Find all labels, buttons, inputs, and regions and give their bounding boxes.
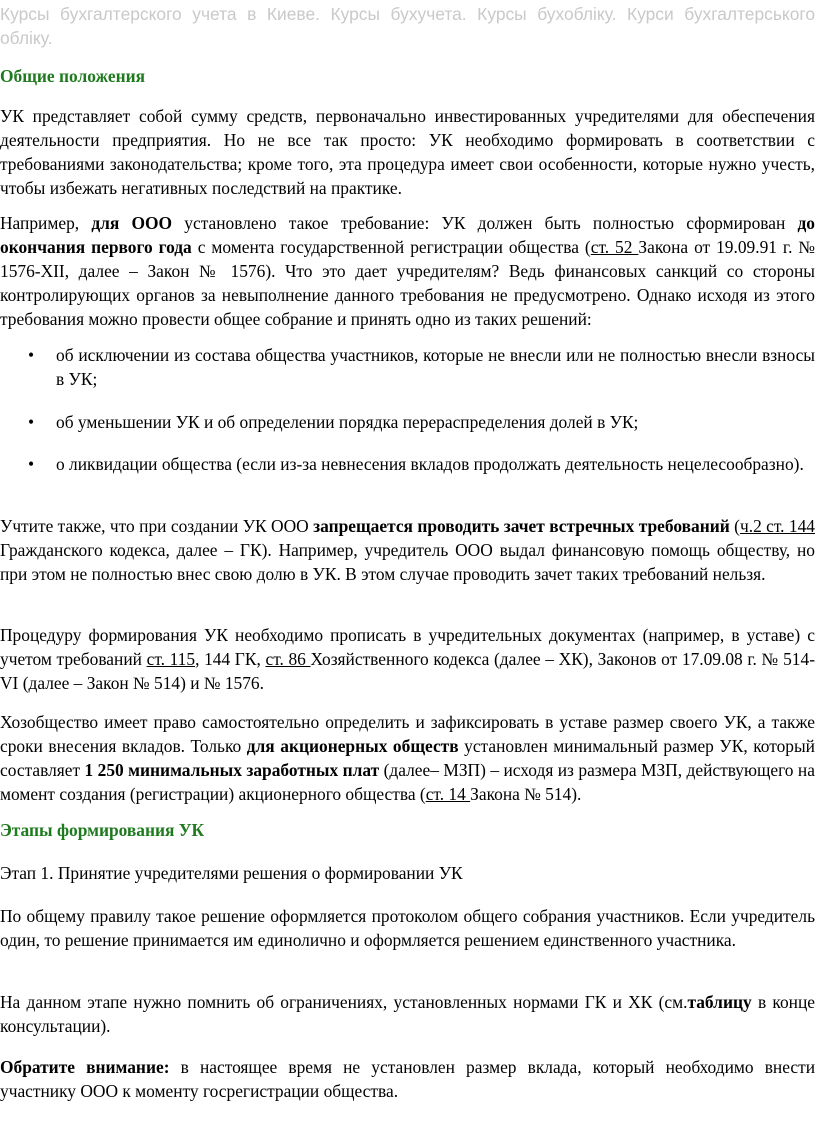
text-run: с момента государственной регистрации общества ( xyxy=(191,237,591,257)
text-run: ( xyxy=(729,516,740,536)
law-reference-link[interactable]: ст. 14 xyxy=(425,784,471,804)
section-heading-general: Общие положения xyxy=(0,66,146,86)
text-run: Хозобщество имеет право самостоятельно определить и зафиксировать в уставе размер своего УК, а также сроки внесения вкладов. Только xyxy=(0,712,815,756)
paragraph-offset-prohibition xyxy=(0,514,815,586)
stage-1-title: Этап 1. Принятие учредителями решения о формировании УК xyxy=(0,863,463,883)
text-run: Гражданского кодекса, далее – ГК). Например, учредитель ООО выдал финансовую помощь обществу, но при этом не полностью внес свою долю в УК. В этом случае проводить зачет таких требований нельзя. xyxy=(0,540,815,584)
list-item-text: об уменьшении УК и об определении порядка перераспределения долей в УК; xyxy=(56,412,639,432)
paragraph-capital-size xyxy=(0,710,815,806)
law-reference-link[interactable]: ч.2 ст. 144 xyxy=(739,516,816,536)
paragraph-intro: УК представляет собой сумму средств, первоначально инвестированных учредителями для обеспечения деятельности предприятия. Но не все так просто: УК необходимо формировать в соответствии с требованиями законодательства; кроме того, эта процедура имеет свои особенности, которые нужно учесть, чтобы избежать негативных последствий на практике. xyxy=(0,106,815,198)
text-run: Процедуру формирования УК необходимо прописать в учредительных документах (например, в уставе) с учетом требований xyxy=(0,625,815,669)
watermark-text: Курсы бухгалтерского учета в Киеве. Курсы бухучета. Курсы бухобліку. Курси бухгалтерського обліку. xyxy=(0,4,815,48)
text-run: установлен минимальный размер УК, который составляет xyxy=(0,736,815,780)
bold-run: Обратите внимание: xyxy=(0,1057,170,1077)
text-run: Например, xyxy=(0,213,92,233)
text-run: Учтите также, что при создании УК ООО xyxy=(0,516,314,536)
list-item-text: о ликвидации общества (если из-за невнесения вкладов продолжать деятельность нецелесообразно). xyxy=(56,454,804,474)
text-run: Закона от 19.09.91 г. № 1576-XII, далее – Закон № 1576). Что это дает учредителям? Ведь финансовых санкций со стороны контролирующих органов за невыполнение данного требования не предусмотрено. Однако исходя из этого требования можно провести общее собрание и принять одно из таких решений: xyxy=(0,237,815,329)
section-heading-stages: Этапы формирования УК xyxy=(0,820,205,840)
text-run: На данном этапе нужно помнить об ограничениях, установленных нормами ГК и ХК (см. xyxy=(0,992,688,1012)
bold-run: таблицу xyxy=(687,992,752,1012)
bold-run: 1 250 минимальных заработных плат xyxy=(84,760,380,780)
text-run: (далее– МЗП) – исходя из размера МЗП, действующего на момент создания (регистрации) акционерного общества ( xyxy=(0,760,815,804)
text-run: в конце консультации). xyxy=(0,992,816,1036)
paragraph-protocol: По общему правилу такое решение оформляется протоколом общего собрания участников. Если учредитель один, то решение принимается им единолично и оформляется решением единственного участника. xyxy=(0,906,815,950)
bold-run: для ООО xyxy=(91,213,173,233)
bold-run: для акционерных обществ xyxy=(246,736,459,756)
list-item-text: об исключении из состава общества участников, которые не внесли или не полностью внесли взносы в УК; xyxy=(56,345,815,389)
bold-run: запрещается проводить зачет встречных требований xyxy=(313,516,730,536)
paragraph-example-ooo xyxy=(0,211,815,331)
text-run: , 144 ГК, xyxy=(195,649,266,669)
paragraph-attention-note xyxy=(0,1055,815,1103)
text-run: в настоящее время не установлен размер вклада, который необходимо внести участнику ООО к моменту госрегистрации общества. xyxy=(0,1057,816,1101)
bullet-icon: • xyxy=(28,345,35,365)
bold-run: до окончания первого года xyxy=(0,213,815,257)
law-reference-link[interactable]: ст. 52 xyxy=(590,237,639,257)
text-run: Закона № 514). xyxy=(470,784,582,804)
paragraph-restrictions xyxy=(0,990,815,1038)
law-reference-link[interactable]: ст. 86 xyxy=(265,649,311,669)
bullet-icon: • xyxy=(28,412,35,432)
paragraph-founding-documents xyxy=(0,623,815,695)
text-run: Хозяйственного кодекса (далее – ХК), Законов от 17.09.08 г. № 514-VI (далее – Закон № 514) и № 1576. xyxy=(0,649,815,693)
law-reference-link[interactable]: ст. 115 xyxy=(146,649,196,669)
bullet-icon: • xyxy=(28,454,35,474)
text-run: установлено такое требование: УК должен быть полностью сформирован xyxy=(172,213,798,233)
